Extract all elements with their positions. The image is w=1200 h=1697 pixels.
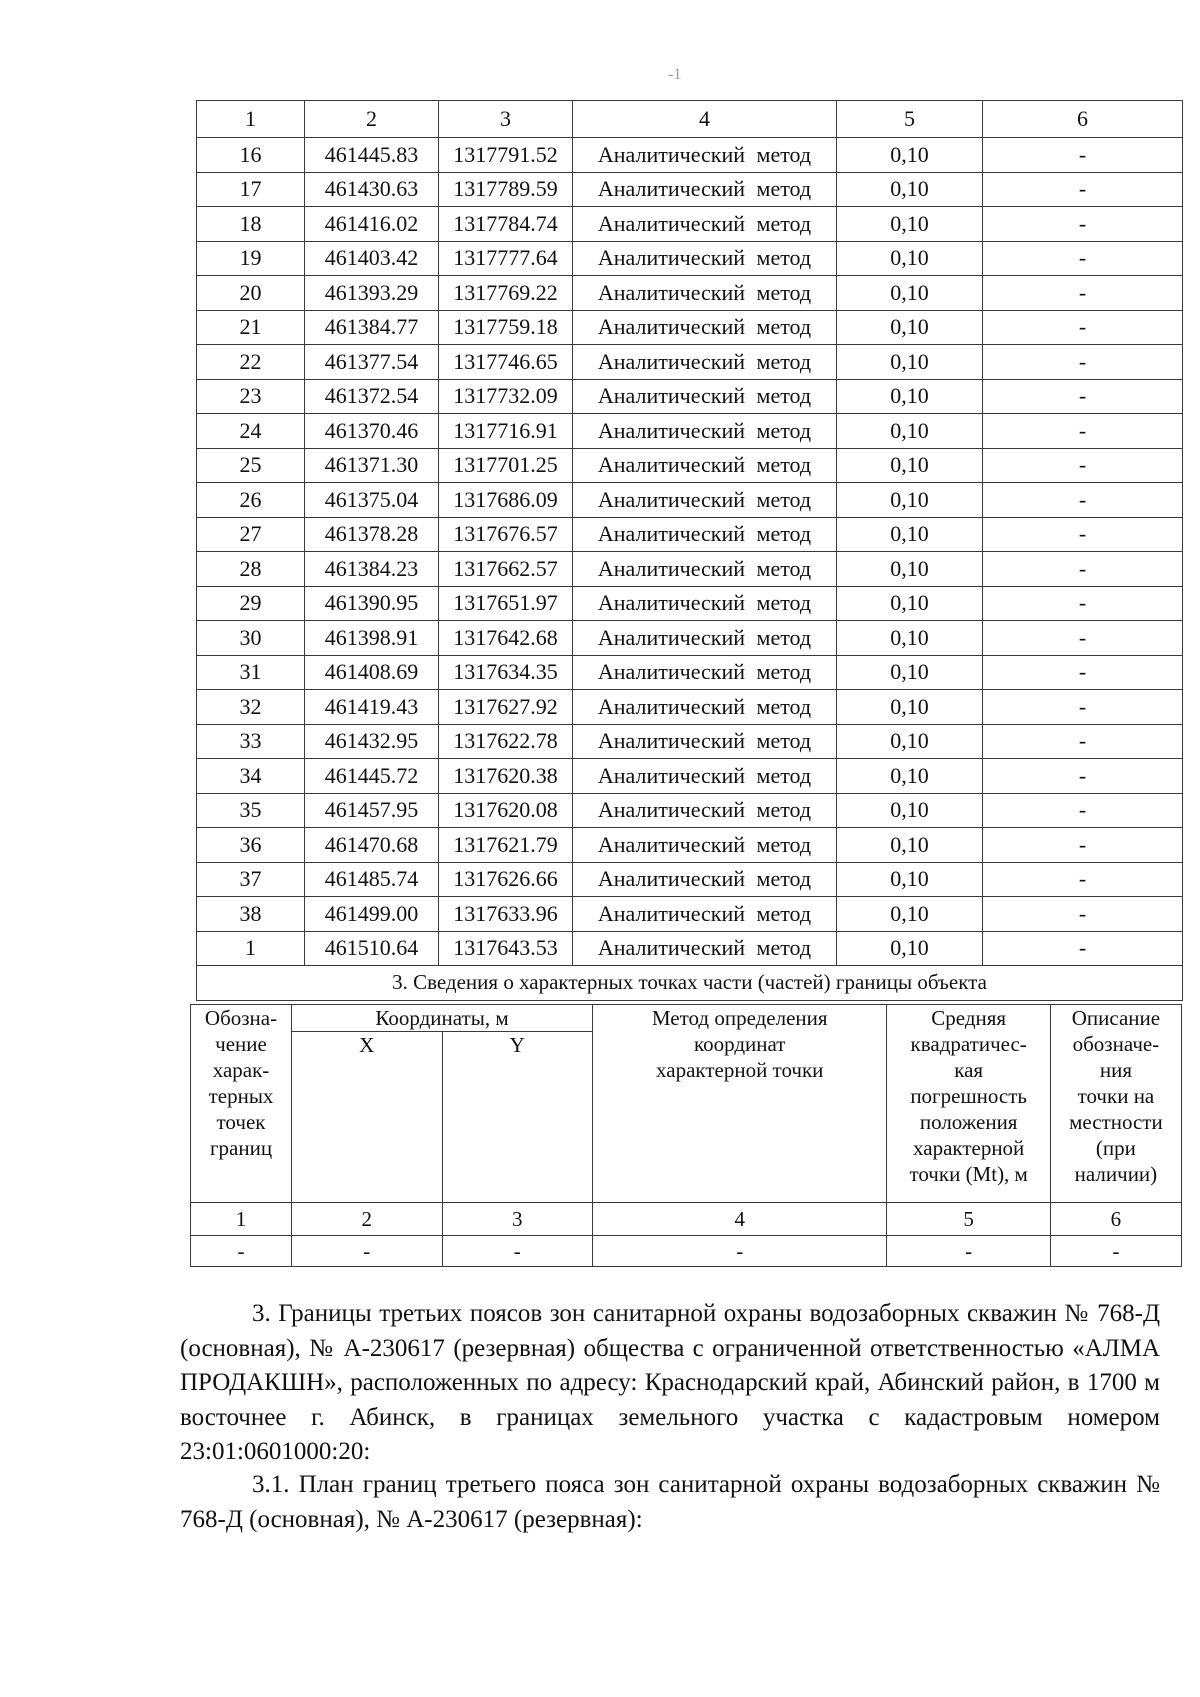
x-coordinate-cell: 461499.00: [305, 897, 439, 932]
method-cell: Аналитический метод: [573, 586, 837, 621]
table-row: [197, 690, 1183, 725]
x-coordinate-cell: 461390.95: [305, 586, 439, 621]
coordinates-table: [196, 100, 1183, 1001]
method-cell: Аналитический метод: [573, 448, 837, 483]
x-coordinate-cell: 461377.54: [305, 345, 439, 380]
description-cell: -: [983, 724, 1183, 759]
description-cell: -: [983, 931, 1183, 966]
column-number-cell: 2: [292, 1203, 442, 1236]
method-cell: Аналитический метод: [573, 759, 837, 794]
x-coordinate-cell: 461470.68: [305, 828, 439, 863]
x-header: X: [292, 1032, 442, 1203]
table-row: [197, 586, 1183, 621]
y-coordinate-cell: 1317784.74: [439, 207, 573, 242]
method-cell: Аналитический метод: [573, 379, 837, 414]
error-cell: 0,10: [837, 241, 983, 276]
x-coordinate-cell: 461372.54: [305, 379, 439, 414]
description-cell: -: [983, 552, 1183, 587]
header-text: Описание обозначе- ния точки на местности (при наличии): [1069, 1006, 1163, 1186]
method-cell: Аналитический метод: [573, 724, 837, 759]
table-row: [197, 138, 1183, 173]
coordinates-table-body: [197, 101, 1183, 1001]
y-coordinate-cell: 1317716.91: [439, 414, 573, 449]
point-number-cell: 30: [197, 621, 305, 656]
point-number-cell: 18: [197, 207, 305, 242]
y-coordinate-cell: 1317651.97: [439, 586, 573, 621]
col-point-designation-header: [191, 1005, 292, 1203]
table-row: [197, 276, 1183, 311]
section-caption: 3. Сведения о характерных точках части (частей) границы объекта: [197, 966, 1183, 1001]
y-coordinate-cell: 1317759.18: [439, 310, 573, 345]
description-cell: -: [983, 897, 1183, 932]
point-number-cell: 25: [197, 448, 305, 483]
error-cell: 0,10: [837, 724, 983, 759]
column-number-row: [191, 1203, 1182, 1236]
header-cell: 1: [197, 101, 305, 138]
point-number-cell: 37: [197, 862, 305, 897]
table-row: [197, 897, 1183, 932]
x-coordinate-cell: 461457.95: [305, 793, 439, 828]
point-number-cell: 23: [197, 379, 305, 414]
point-number-cell: 29: [197, 586, 305, 621]
description-cell: -: [983, 586, 1183, 621]
y-coordinate-cell: 1317634.35: [439, 655, 573, 690]
y-coordinate-cell: 1317627.92: [439, 690, 573, 725]
point-number-cell: 17: [197, 172, 305, 207]
header-cell: 5: [837, 101, 983, 138]
method-cell: Аналитический метод: [573, 241, 837, 276]
y-coordinate-cell: 1317791.52: [439, 138, 573, 173]
table-row: [197, 310, 1183, 345]
table-row: [197, 172, 1183, 207]
method-cell: Аналитический метод: [573, 793, 837, 828]
point-number-cell: 33: [197, 724, 305, 759]
x-coordinate-cell: 461430.63: [305, 172, 439, 207]
paragraph-text: 3. Границы третьих поясов зон санитарной охраны водозаборных скважин № 768-Д (основная), № А-230617 (резервная) общества с ограниченной ответственностью «АЛМА ПРОДАКШН», расположенных по адресу: Краснодарский край, Абинский район, в 1700 м восточнее г. Абинск, в границах земельного участка с кадастровым номером 23:01:0601000:20:: [180, 1300, 1160, 1465]
error-cell: 0,10: [837, 690, 983, 725]
x-coordinate-cell: 461432.95: [305, 724, 439, 759]
point-number-cell: 35: [197, 793, 305, 828]
error-cell: 0,10: [837, 379, 983, 414]
header-cell: 3: [439, 101, 573, 138]
x-coordinate-cell: 461403.42: [305, 241, 439, 276]
value-cell: -: [292, 1236, 442, 1267]
point-number-cell: 32: [197, 690, 305, 725]
y-coordinate-cell: 1317633.96: [439, 897, 573, 932]
point-number-cell: 24: [197, 414, 305, 449]
description-cell: -: [983, 207, 1183, 242]
paragraph-zone-boundaries: [180, 1297, 1160, 1470]
table-row: [197, 828, 1183, 863]
table-row: [197, 793, 1183, 828]
x-coordinate-cell: 461510.64: [305, 931, 439, 966]
method-cell: Аналитический метод: [573, 690, 837, 725]
x-coordinate-cell: 461445.72: [305, 759, 439, 794]
paragraph-plan: [180, 1468, 1160, 1537]
x-coordinate-cell: 461384.77: [305, 310, 439, 345]
value-cell: -: [1050, 1236, 1181, 1267]
method-cell: Аналитический метод: [573, 552, 837, 587]
point-number-cell: 22: [197, 345, 305, 380]
method-cell: Аналитический метод: [573, 655, 837, 690]
table-row: [197, 207, 1183, 242]
error-cell: 0,10: [837, 345, 983, 380]
y-coordinate-cell: 1317622.78: [439, 724, 573, 759]
description-cell: -: [983, 172, 1183, 207]
x-coordinate-cell: 461445.83: [305, 138, 439, 173]
error-cell: 0,10: [837, 310, 983, 345]
y-header: Y: [442, 1032, 592, 1203]
error-cell: 0,10: [837, 552, 983, 587]
error-cell: 0,10: [837, 448, 983, 483]
method-cell: Аналитический метод: [573, 276, 837, 311]
point-number-cell: 38: [197, 897, 305, 932]
value-cell: -: [592, 1236, 887, 1267]
table-row: [197, 655, 1183, 690]
section-caption-row: [197, 966, 1183, 1001]
table-row: [197, 483, 1183, 518]
error-cell: 0,10: [837, 828, 983, 863]
y-coordinate-cell: 1317732.09: [439, 379, 573, 414]
table-header-row: [197, 101, 1183, 138]
description-cell: -: [983, 241, 1183, 276]
method-cell: Аналитический метод: [573, 897, 837, 932]
y-coordinate-cell: 1317701.25: [439, 448, 573, 483]
y-coordinate-cell: 1317769.22: [439, 276, 573, 311]
description-cell: -: [983, 345, 1183, 380]
description-cell: -: [983, 517, 1183, 552]
error-cell: 0,10: [837, 655, 983, 690]
description-cell: -: [983, 448, 1183, 483]
description-cell: -: [983, 690, 1183, 725]
description-cell: -: [983, 759, 1183, 794]
x-coordinate-cell: 461375.04: [305, 483, 439, 518]
table-row: [197, 862, 1183, 897]
table-header-row: [191, 1005, 1182, 1032]
description-cell: -: [983, 310, 1183, 345]
column-number-cell: 5: [887, 1203, 1050, 1236]
method-cell: Аналитический метод: [573, 345, 837, 380]
x-coordinate-cell: 461485.74: [305, 862, 439, 897]
y-coordinate-cell: 1317620.38: [439, 759, 573, 794]
table-row: [197, 759, 1183, 794]
point-number-cell: 21: [197, 310, 305, 345]
y-coordinate-cell: 1317642.68: [439, 621, 573, 656]
method-cell: Аналитический метод: [573, 828, 837, 863]
table-row: [197, 345, 1183, 380]
method-cell: Аналитический метод: [573, 172, 837, 207]
column-number-cell: 3: [442, 1203, 592, 1236]
method-cell: Аналитический метод: [573, 414, 837, 449]
point-number-cell: 27: [197, 517, 305, 552]
header-cell: 6: [983, 101, 1183, 138]
x-coordinate-cell: 461416.02: [305, 207, 439, 242]
method-cell: Аналитический метод: [573, 517, 837, 552]
table-row: [191, 1236, 1182, 1267]
table-row: [197, 379, 1183, 414]
x-coordinate-cell: 461393.29: [305, 276, 439, 311]
y-coordinate-cell: 1317686.09: [439, 483, 573, 518]
x-coordinate-cell: 461378.28: [305, 517, 439, 552]
description-cell: -: [983, 655, 1183, 690]
column-number-cell: 6: [1050, 1203, 1181, 1236]
description-cell: -: [983, 793, 1183, 828]
error-cell: 0,10: [837, 862, 983, 897]
column-number-cell: 1: [191, 1203, 292, 1236]
header-text: Средняя квадратичес- кая погрешность положения характерной точки (Mt), м: [909, 1006, 1028, 1186]
value-cell: -: [191, 1236, 292, 1267]
x-coordinate-cell: 461384.23: [305, 552, 439, 587]
point-number-cell: 36: [197, 828, 305, 863]
y-coordinate-cell: 1317626.66: [439, 862, 573, 897]
error-cell: 0,10: [837, 517, 983, 552]
value-cell: -: [442, 1236, 592, 1267]
point-number-cell: 19: [197, 241, 305, 276]
method-cell: Аналитический метод: [573, 931, 837, 966]
error-cell: 0,10: [837, 207, 983, 242]
description-cell: -: [983, 276, 1183, 311]
table-row: [197, 517, 1183, 552]
error-cell: 0,10: [837, 138, 983, 173]
point-number-cell: 31: [197, 655, 305, 690]
description-cell: -: [983, 828, 1183, 863]
method-cell: Аналитический метод: [573, 207, 837, 242]
description-cell: -: [983, 862, 1183, 897]
x-coordinate-cell: 461408.69: [305, 655, 439, 690]
point-number-cell: 20: [197, 276, 305, 311]
error-cell: 0,10: [837, 897, 983, 932]
col-method-header: [592, 1005, 887, 1203]
method-cell: Аналитический метод: [573, 483, 837, 518]
col-error-header: [887, 1005, 1050, 1203]
point-number-cell: 34: [197, 759, 305, 794]
page-marker: -1: [668, 66, 682, 83]
error-cell: 0,10: [837, 621, 983, 656]
description-cell: -: [983, 138, 1183, 173]
method-cell: Аналитический метод: [573, 862, 837, 897]
point-number-cell: 28: [197, 552, 305, 587]
y-coordinate-cell: 1317789.59: [439, 172, 573, 207]
error-cell: 0,10: [837, 414, 983, 449]
point-number-cell: 26: [197, 483, 305, 518]
description-cell: -: [983, 414, 1183, 449]
y-coordinate-cell: 1317621.79: [439, 828, 573, 863]
point-number-cell: 16: [197, 138, 305, 173]
col-description-header: [1050, 1005, 1181, 1203]
table-row: [197, 931, 1183, 966]
description-cell: -: [983, 379, 1183, 414]
coordinates-header: Координаты, м: [292, 1005, 593, 1032]
description-cell: -: [983, 483, 1183, 518]
header-cell: 4: [573, 101, 837, 138]
method-cell: Аналитический метод: [573, 138, 837, 173]
header-text: Метод определения координат характерной точки: [651, 1006, 828, 1082]
header-text: Обозна- чение харак- терных точек границ: [204, 1006, 278, 1160]
paragraph-text: 3.1. План границ третьего пояса зон санитарной охраны водозаборных скважин № 768-Д (основная), № А-230617 (резервная):: [180, 1471, 1160, 1533]
error-cell: 0,10: [837, 276, 983, 311]
table-row: [197, 241, 1183, 276]
table-row: [197, 448, 1183, 483]
table-row: [197, 621, 1183, 656]
error-cell: 0,10: [837, 793, 983, 828]
value-cell: -: [887, 1236, 1050, 1267]
method-cell: Аналитический метод: [573, 621, 837, 656]
table-row: [197, 414, 1183, 449]
table-row: [197, 724, 1183, 759]
y-coordinate-cell: 1317777.64: [439, 241, 573, 276]
description-cell: -: [983, 621, 1183, 656]
method-cell: Аналитический метод: [573, 310, 837, 345]
error-cell: 0,10: [837, 586, 983, 621]
y-coordinate-cell: 1317643.53: [439, 931, 573, 966]
error-cell: 0,10: [837, 759, 983, 794]
x-coordinate-cell: 461370.46: [305, 414, 439, 449]
part-boundary-table: [190, 1004, 1182, 1267]
column-number-cell: 4: [592, 1203, 887, 1236]
error-cell: 0,10: [837, 483, 983, 518]
error-cell: 0,10: [837, 931, 983, 966]
x-coordinate-cell: 461419.43: [305, 690, 439, 725]
y-coordinate-cell: 1317746.65: [439, 345, 573, 380]
y-coordinate-cell: 1317676.57: [439, 517, 573, 552]
point-number-cell: 1: [197, 931, 305, 966]
table-row: [197, 552, 1183, 587]
header-cell: 2: [305, 101, 439, 138]
y-coordinate-cell: 1317662.57: [439, 552, 573, 587]
x-coordinate-cell: 461398.91: [305, 621, 439, 656]
error-cell: 0,10: [837, 172, 983, 207]
x-coordinate-cell: 461371.30: [305, 448, 439, 483]
y-coordinate-cell: 1317620.08: [439, 793, 573, 828]
